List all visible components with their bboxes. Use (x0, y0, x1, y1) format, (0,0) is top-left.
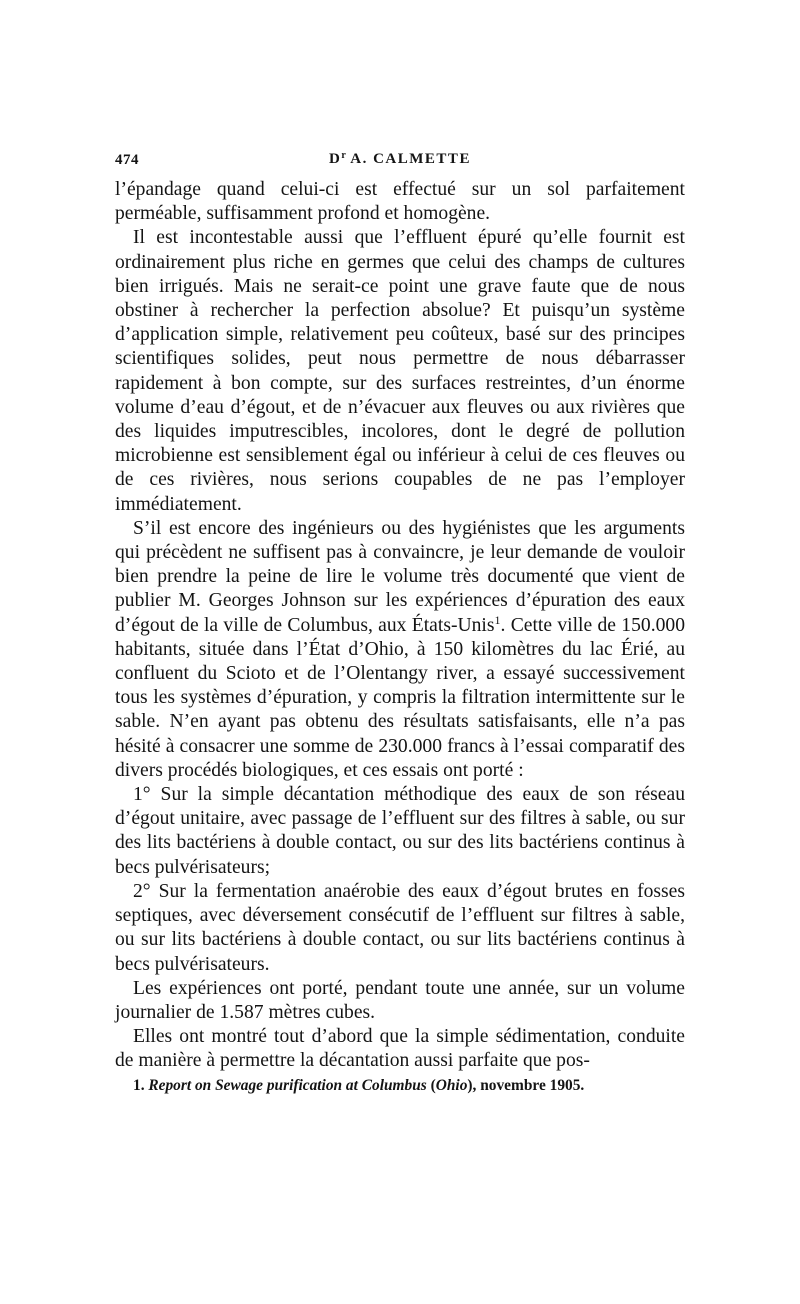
footnote-date: novembre 1905. (480, 1076, 585, 1094)
footnote-place: Ohio (435, 1076, 468, 1094)
paragraph-columbus-part1: S’il est encore des ingénieurs ou des hygiénistes que les arguments qui précèdent ne suffisent pas à convaincre, je leur demande de vouloir bien prendre la peine de lire le volume très documenté que vient de publier M. Georges Johnson sur les expériences d’épuration des eaux d’égout de la ville de Columbus, aux États-Unis (115, 517, 685, 636)
body-text (115, 178, 685, 1074)
footnote (115, 1076, 685, 1096)
author-prefix: D (329, 151, 342, 167)
paragraph-sedimentation: Elles ont montré tout d’abord que la simple sédimentation, conduite de manière à permettre la décantation aussi parfaite que pos- (115, 1026, 685, 1072)
page-header (115, 150, 685, 178)
paragraph-columbus (115, 517, 685, 783)
footnote-paren-close: ), (467, 1076, 481, 1094)
paragraph-columbus-part2: . Cette ville de 150.000 habitants, située dans l’État d’Ohio, à 150 kilomètres du lac Érié, au confluent du Scioto et de l’Olentangy river, a essayé successivement tous les systèmes d’épuration, y compris la filtration intermittente sur le sable. N’en ayant pas obtenu des résultats satisfaisants, elle n’a pas hésité à consacrer une somme de 230.000 francs à l’essai comparatif des divers procédés biologiques, et ces essais ont porté : (115, 614, 685, 781)
footnote-number: 1. (133, 1076, 149, 1094)
paragraph-effluent: Il est incontestable aussi que l’effluent épuré qu’elle fournit est ordinairement plus riche en germes que celui des champs de cultures bien irrigués. Mais ne serait-ce point une grave faute que de nous obstiner à rechercher la perfection absolue? Et puisqu’un système d’application simple, relativement peu coûteux, basé sur des principes scientifiques solides, peut nous permettre de nous débarrasser rapidement à bon compte, sur des surfaces restreintes, d’un énorme volume d’eau d’égout, et de n’évacuer aux fleuves ou aux rivières que des liquides imputrescibles, incolores, dont le degré de pollution microbienne est sensiblement égal ou inférieur à celui de ces fleuves ou de ces rivières, nous serions coupables de ne pas l’employer immédiatement. (115, 227, 685, 515)
author-title-sup: r (341, 150, 346, 161)
paragraph-continuation: l’épandage quand celui-ci est effectué sur un sol parfaitement perméable, suffisamment profond et homogène. (115, 179, 685, 225)
footnote-title: Report on Sewage purification at Columbus (148, 1076, 427, 1094)
book-page (115, 150, 685, 1096)
paragraph-volume: Les expériences ont porté, pendant toute une année, sur un volume journalier de 1.587 mètres cubes. (115, 977, 685, 1023)
footnote-paren-open: ( (426, 1076, 436, 1094)
running-head (115, 150, 685, 168)
paragraph-item-1: 1° Sur la simple décantation méthodique des eaux de son réseau d’égout unitaire, avec passage de l’effluent sur des filtres à sable, ou sur des lits bactériens à double contact, ou sur des lits bactériens continus à becs pulvérisateurs; (115, 784, 685, 878)
author-name: A. CALMETTE (345, 151, 471, 167)
footnote-reference: 1 (494, 612, 501, 627)
page-number: 474 (115, 152, 139, 168)
paragraph-item-2: 2° Sur la fermentation anaérobie des eaux d’égout brutes en fosses septiques, avec déversement consécutif de l’effluent sur filtres à sable, ou sur lits bactériens à double contact, ou sur lits bactériens continus à becs pulvérisateurs. (115, 880, 685, 975)
